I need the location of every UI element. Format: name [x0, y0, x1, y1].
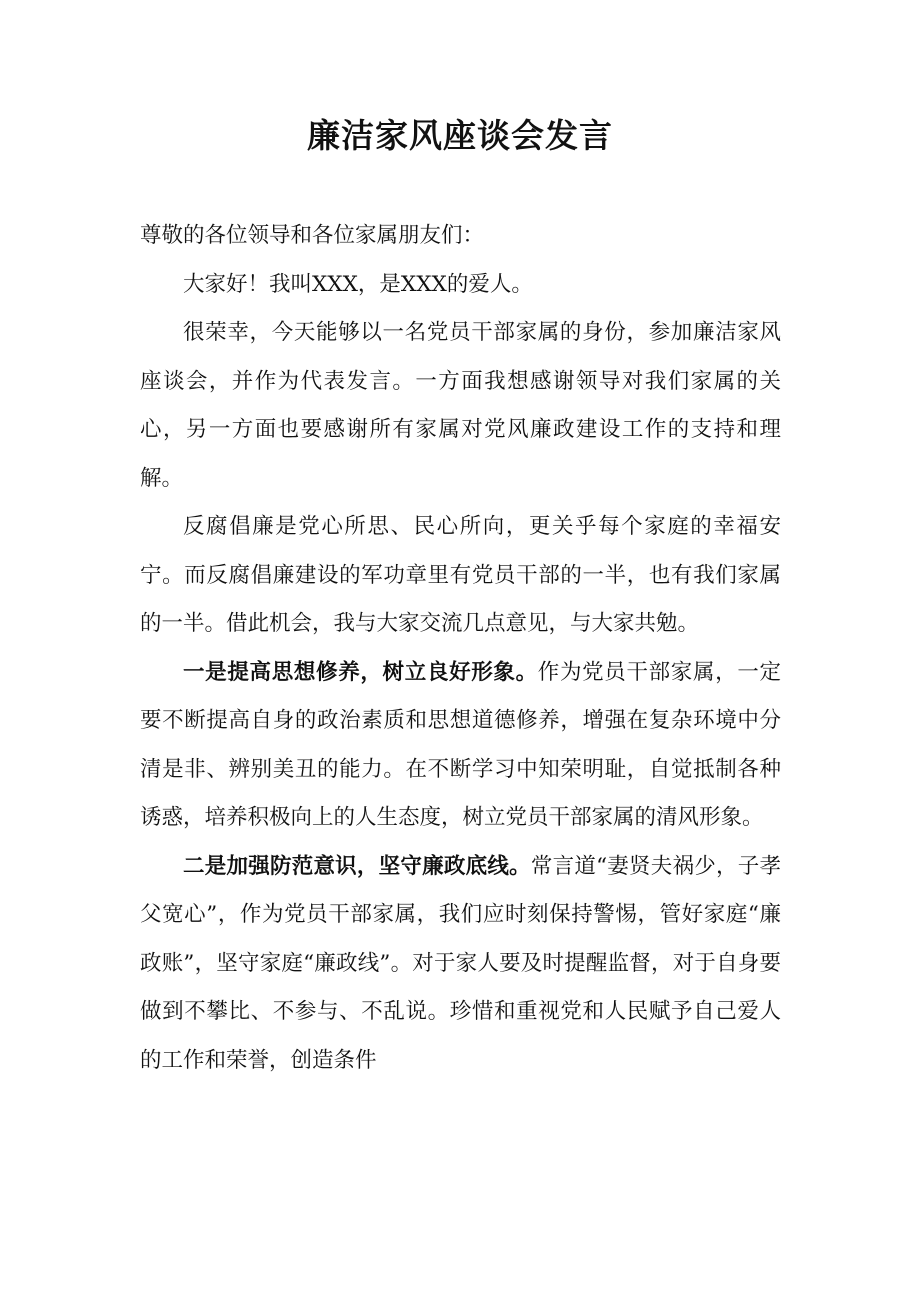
point-1-lead: 一是提高思想修养，树立良好形象。 — [183, 659, 538, 685]
paragraph-point-2 — [140, 843, 781, 1086]
document-body — [140, 212, 781, 1085]
paragraph-intro: 很荣幸，今天能够以一名党员干部家属的身份，参加廉洁家风座谈会，并作为代表发言。一方面我想感谢领导对我们家属的关心，另一方面也要感谢所有家属对党风廉政建设工作的支持和理解。 — [140, 320, 781, 491]
salutation: 尊敬的各位领导和各位家属朋友们： — [140, 223, 485, 248]
point-2-text: 常言道“妻贤夫祸少，子孝父宽心”，作为党员干部家属，我们应时刻保持警惕，管好家庭“廉政账”，坚守家庭“廉政线”。对于家人要及时提醒监督，对于自身要做到不攀比、不参与、不乱说。珍惜和重视党和人民赋予自己爱人的工作和荣誉，创造条件 — [140, 853, 781, 1073]
point-1-text: 作为党员干部家属，一定要不断提高自身的政治素质和思想道德修养，增强在复杂环境中分清是非、辨别美丑的能力。在不断学习中知荣明耻，自觉抵制各种诱惑，培养积极向上的人生态度，树立党员干部家属的清风形象。 — [140, 659, 781, 830]
point-2-lead: 二是加强防范意识，坚守廉政底线。 — [183, 853, 531, 879]
document-title: 廉洁家风座谈会发言 — [307, 116, 613, 155]
paragraph-point-1 — [140, 649, 781, 843]
greeting: 大家好！我叫XXX，是XXX的爱人。 — [183, 271, 533, 297]
paragraph-anticorruption: 反腐倡廉是党心所思、民心所向，更关乎每个家庭的幸福安宁。而反腐倡廉建设的军功章里有党员干部的一半，也有我们家属的一半。借此机会，我与大家交流几点意见，与大家共勉。 — [140, 514, 781, 636]
